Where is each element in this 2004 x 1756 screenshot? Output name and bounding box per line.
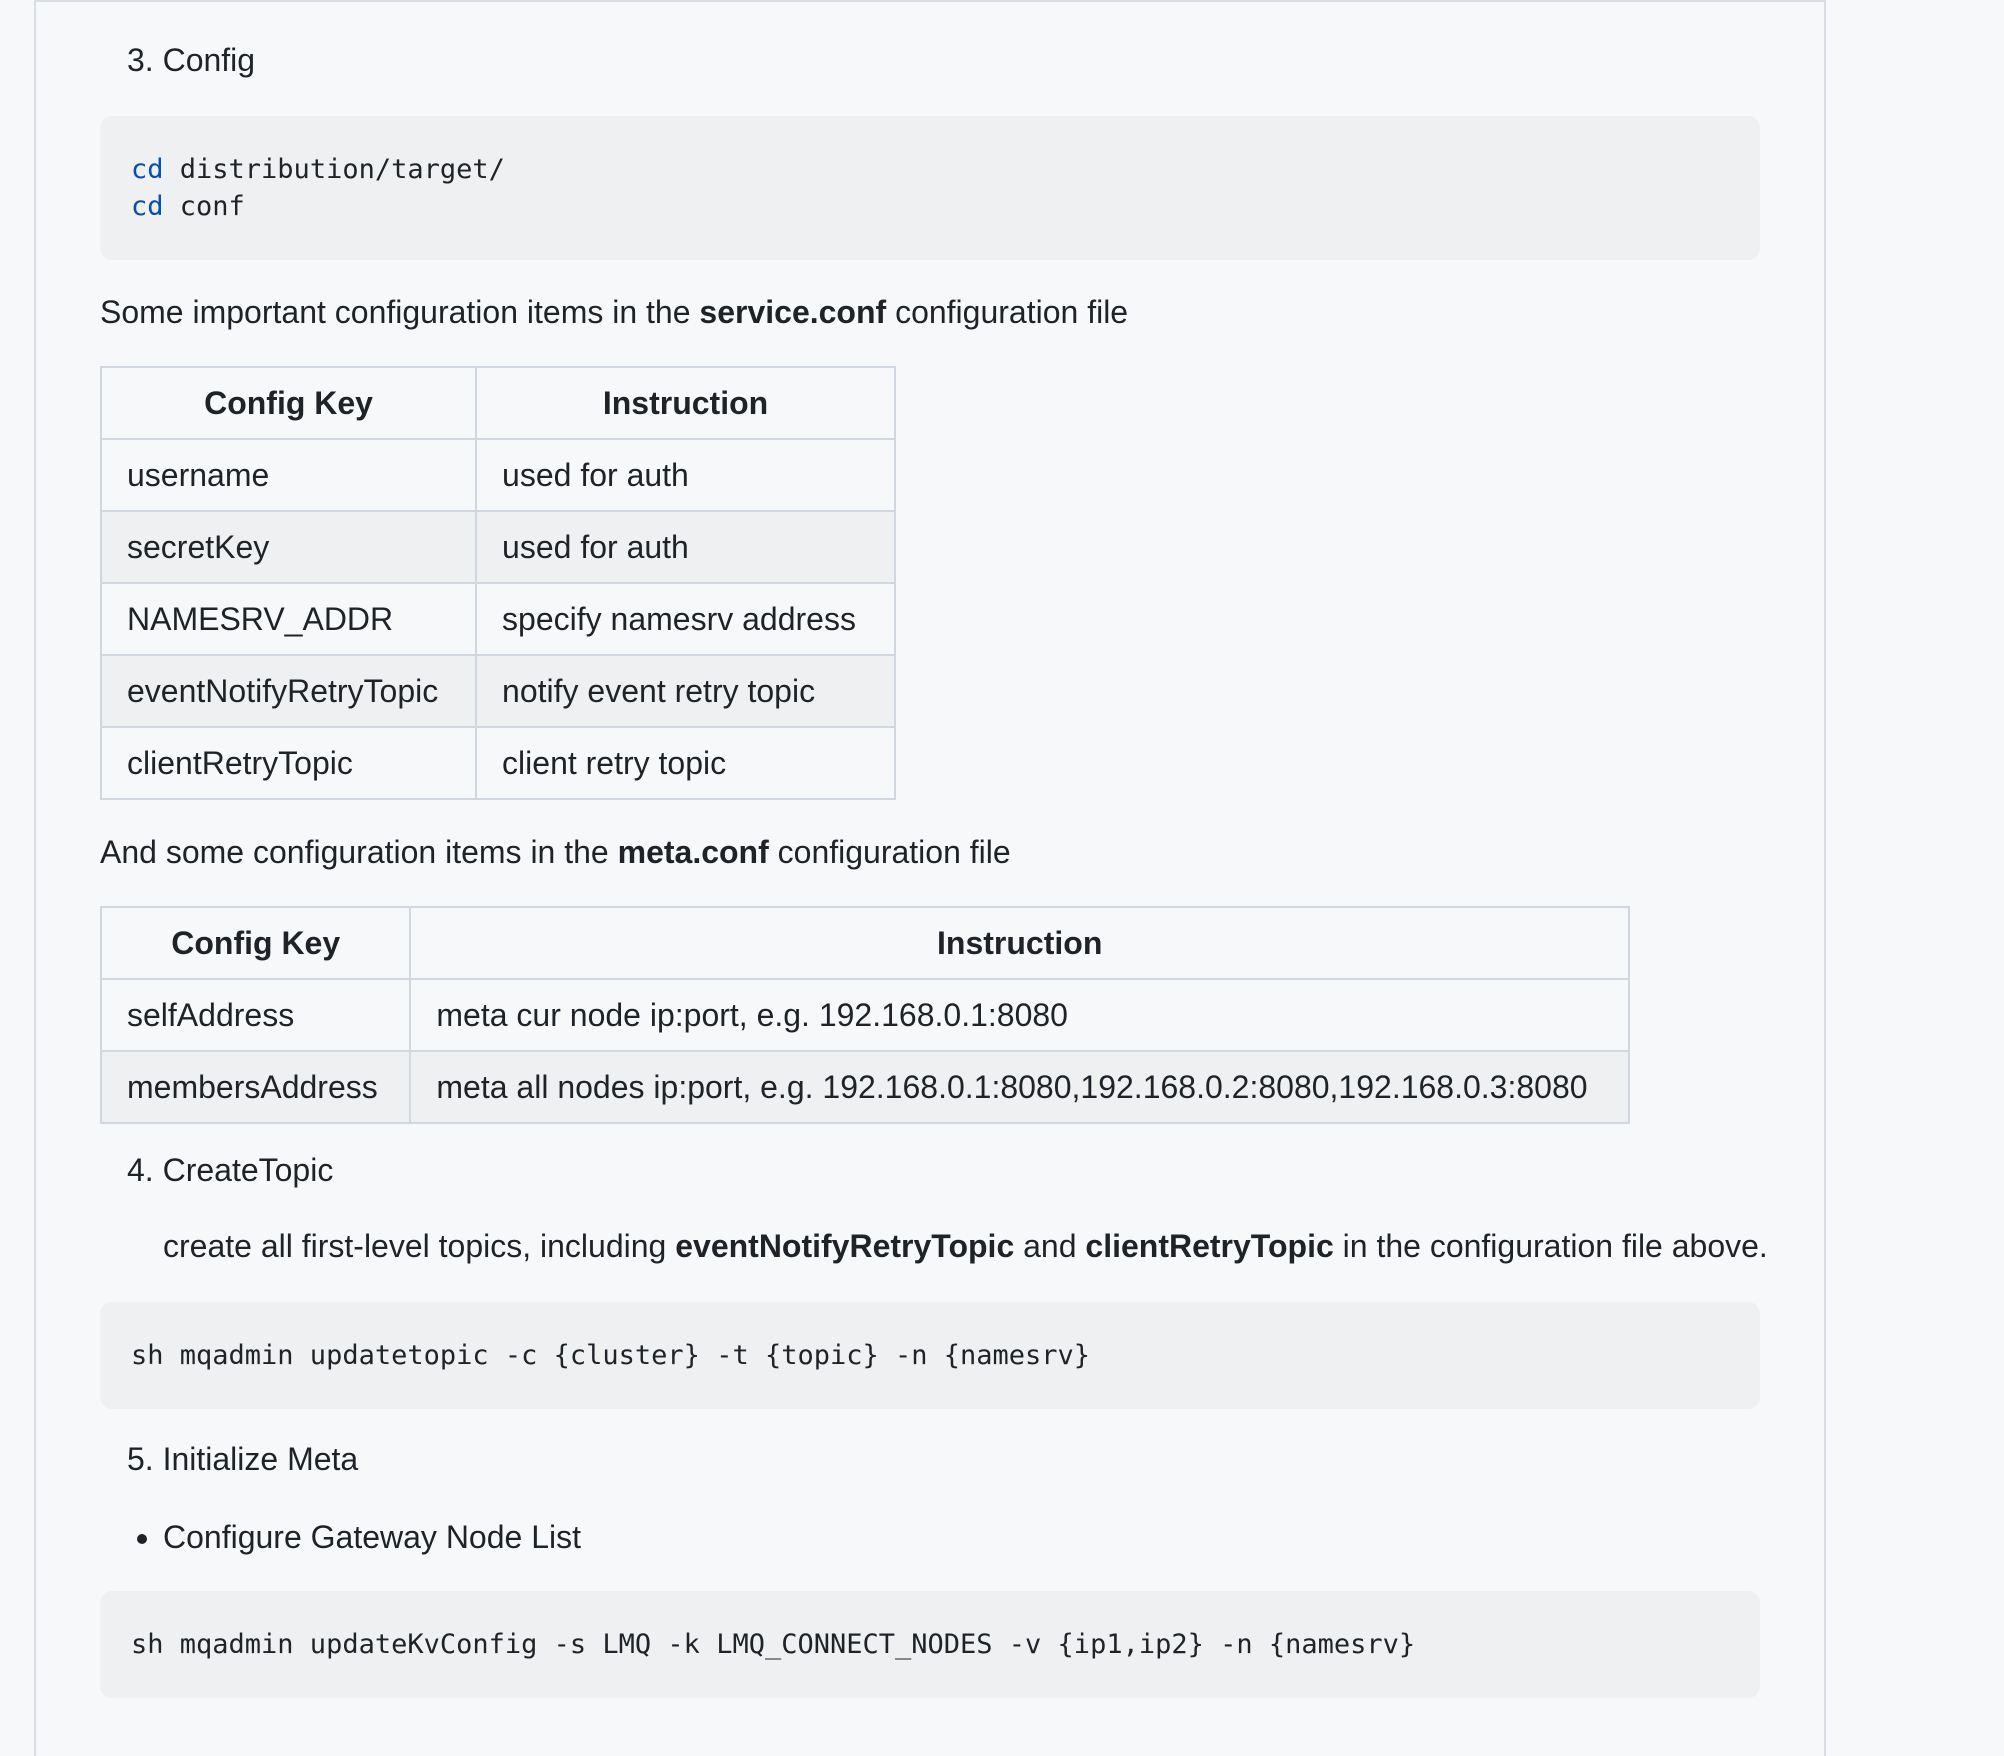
config-key-cell: membersAddress [101, 1051, 410, 1123]
code-block-cd[interactable] [100, 116, 1760, 260]
table-row [101, 511, 895, 583]
code-block-update-topic[interactable]: sh mqadmin updatetopic -c {cluster} -t {topic} -n {namesrv} [100, 1302, 1760, 1409]
config-key-cell: eventNotifyRetryTopic [101, 655, 476, 727]
code-keyword: cd [131, 191, 164, 222]
column-header-config-key: Config Key [101, 907, 410, 979]
config-key-cell: NAMESRV_ADDR [101, 583, 476, 655]
step-initialize-meta-heading: 5. Initialize Meta [127, 1441, 359, 1477]
code-arg: distribution/target/ [163, 154, 505, 185]
code-line [131, 191, 245, 222]
table-row [101, 979, 1629, 1051]
step-config-heading: 3. Config [127, 42, 256, 78]
instruction-cell: used for auth [476, 439, 895, 511]
table-row [101, 1051, 1629, 1123]
intro-text: configuration file [886, 294, 1129, 330]
content-border-right [1824, 0, 1826, 1756]
gateway-bullet-list [100, 1513, 1760, 1561]
instruction-cell: notify event retry topic [476, 655, 895, 727]
readme-content [100, 0, 1768, 1698]
table-header-row [101, 367, 895, 439]
table-header-row [101, 907, 1629, 979]
service-conf-intro [100, 288, 1760, 336]
table-row [101, 439, 895, 511]
intro-text: configuration file [768, 834, 1011, 870]
intro-text: Some important configuration items in the [100, 294, 700, 330]
create-topic-description [100, 1222, 1783, 1270]
intro-text: And some configuration items in the [100, 834, 618, 870]
config-key-cell: secretKey [101, 511, 476, 583]
intro-filename: meta.conf [617, 834, 769, 870]
instruction-cell: meta cur node ip:port, e.g. 192.168.0.1:8080 [410, 979, 1629, 1051]
content-border-left [34, 0, 36, 1756]
column-header-instruction: Instruction [476, 367, 895, 439]
intro-filename: service.conf [699, 294, 887, 330]
topic-name: eventNotifyRetryTopic [675, 1228, 1015, 1264]
step-create-topic-heading: 4. CreateTopic [127, 1152, 334, 1188]
table-row [101, 655, 895, 727]
description-text: and [1014, 1228, 1086, 1264]
config-key-cell: username [101, 439, 476, 511]
instruction-cell: specify namesrv address [476, 583, 895, 655]
instruction-cell: client retry topic [476, 727, 895, 799]
table-row [101, 727, 895, 799]
code-arg: conf [163, 191, 245, 222]
meta-conf-table [100, 906, 1630, 1124]
service-conf-table [100, 366, 896, 800]
table-row [101, 583, 895, 655]
list-item: • Configure Gateway Node List [163, 1513, 1760, 1561]
code-block-update-kv-config[interactable]: sh mqadmin updateKvConfig -s LMQ -k LMQ_CONNECT_NODES -v {ip1,ip2} -n {namesrv} [100, 1591, 1760, 1698]
instruction-cell: meta all nodes ip:port, e.g. 192.168.0.1:8080,192.168.0.2:8080,192.168.0.3:8080 [410, 1051, 1629, 1123]
instruction-cell: used for auth [476, 511, 895, 583]
code-line [131, 154, 505, 185]
meta-conf-intro [100, 828, 1760, 876]
description-text: in the configuration file above. [1333, 1228, 1768, 1264]
description-text: create all first-level topics, including [163, 1228, 676, 1264]
column-header-instruction: Instruction [410, 907, 1629, 979]
code-keyword: cd [131, 154, 164, 185]
config-key-cell: clientRetryTopic [101, 727, 476, 799]
column-header-config-key: Config Key [101, 367, 476, 439]
config-key-cell: selfAddress [101, 979, 410, 1051]
topic-name: clientRetryTopic [1085, 1228, 1334, 1264]
